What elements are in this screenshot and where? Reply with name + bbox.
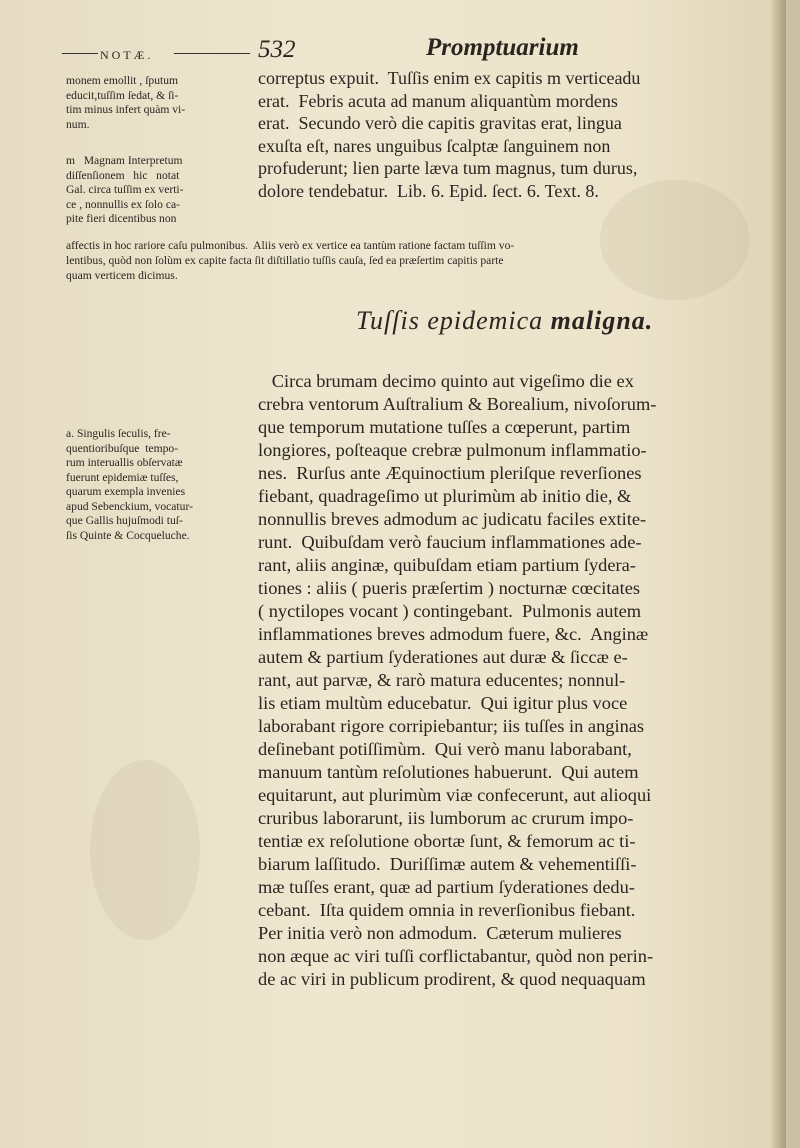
section-title xyxy=(356,306,653,336)
margin-note-full-width: affectis in hoc rariore caſu pulmonibus. Aliis verò ex vertice ea tantùm ratione factam tuſſim vo- lentibus, quòd non ſolùm ex capite facta ſit diſtillatio tuſſis cauſa, ſed ea præſertim capitis parte quam verticem dicimus. xyxy=(66,239,515,282)
section-title-part1: Tuſſis epidemica xyxy=(356,306,544,335)
top-paragraph: correptus expuit. Tuſſis enim ex capitis m verticeadu erat. Febris acuta ad manum aliquantùm mordens erat. Secundo verò die capitis gravitas erat, lingua exuſta eſt, nares unguibus ſcalptæ ſanguinem non profuderunt; lien parte læva tum magnus, tum durus, dolore tendebatur. Lib. 6. Epid. ſect. 6. Text. 8. xyxy=(258,68,641,201)
margin-note-a: a. Singulis ſeculis, fre- quentioribuſque tempo- rum interuallis obſervatæ fuerunt epidemiæ tuſſes, quarum exempla invenies apud Sebenckium, vocatur- que Gallis hujuſmodi tuſ- ſis Quinte & Cocqueluche. xyxy=(66,427,193,542)
margin-note-m: m Magnam Interpretum diſſenſionem hic notat Gal. circa tuſſim ex verti- ce , nonnullis ex ſolo ca- pite fieri dicentibus non xyxy=(66,154,184,225)
margin-note-top: monem emollit , ſputum educit,tuſſim ſedat, & ſi- tim minus infert quàm vi- num. xyxy=(66,74,186,131)
header-rule-left xyxy=(62,53,98,54)
header-rule-right xyxy=(174,53,250,54)
running-title: Promptuarium xyxy=(426,34,579,61)
notae-label: NOTÆ. xyxy=(100,48,154,62)
page-edge-shadow xyxy=(772,0,786,1148)
page-number: 532 xyxy=(258,36,296,63)
paper-stain xyxy=(90,760,200,940)
main-text: Circa brumam decimo quinto aut vigeſimo die ex crebra ventorum Auſtralium & Borealium, nivoſorum- que temporum mutatione tuſſes a cœperunt, partim longiores, poſteaque crebræ pulmonum inflammatio- nes. Rurſus ante Æquinoctium pleriſque reverſiones fiebant, quadrageſimo ut plurimùm ab initio die, & nonnullis breves admodum ac judicatu faciles extite- runt. Quibuſdam verò faucium inflammationes ade- rant, aliis anginæ, quibuſdam etiam partium ſydera- tiones : aliis ( pueris præſertim ) nocturnæ cœcitates ( nyctilopes vocant ) contingebant. Pulmonis autem inflammationes breves admodum fuere, &c. Anginæ autem & partium ſyderationes aut duræ & ſiccæ e- rant, aut parvæ, & rarò matura educentes; nonnul- lis etiam multùm educebatur. Qui igitur plus voce laborabant rigore corripiebantur; iis tuſſes in anginas deſinebant potiſſimùm. Qui verò manu laborabant, manuum tantùm reſolutiones habuerunt. Qui autem equitarunt, aut plurimùm viæ confecerunt, aut alioqui cruribus laborarunt, iis lumborum ac crurum impo- tentiæ ex reſolutione obortæ ſunt, & femorum ac ti- biarum laſſitudo. Duriſſimæ autem & vehementiſſi- mæ tuſſes erant, quæ ad partium ſyderationes dedu- cebant. Iſta quidem omnia in reverſionibus fiebant. Per initia verò non admodum. Cæterum mulieres non æque ac viri tuſſi corflictabantur, quòd non perin- de ac viri in publicum prodirent, & quod nequaquam xyxy=(258,371,657,989)
section-title-part2: maligna. xyxy=(550,306,654,335)
